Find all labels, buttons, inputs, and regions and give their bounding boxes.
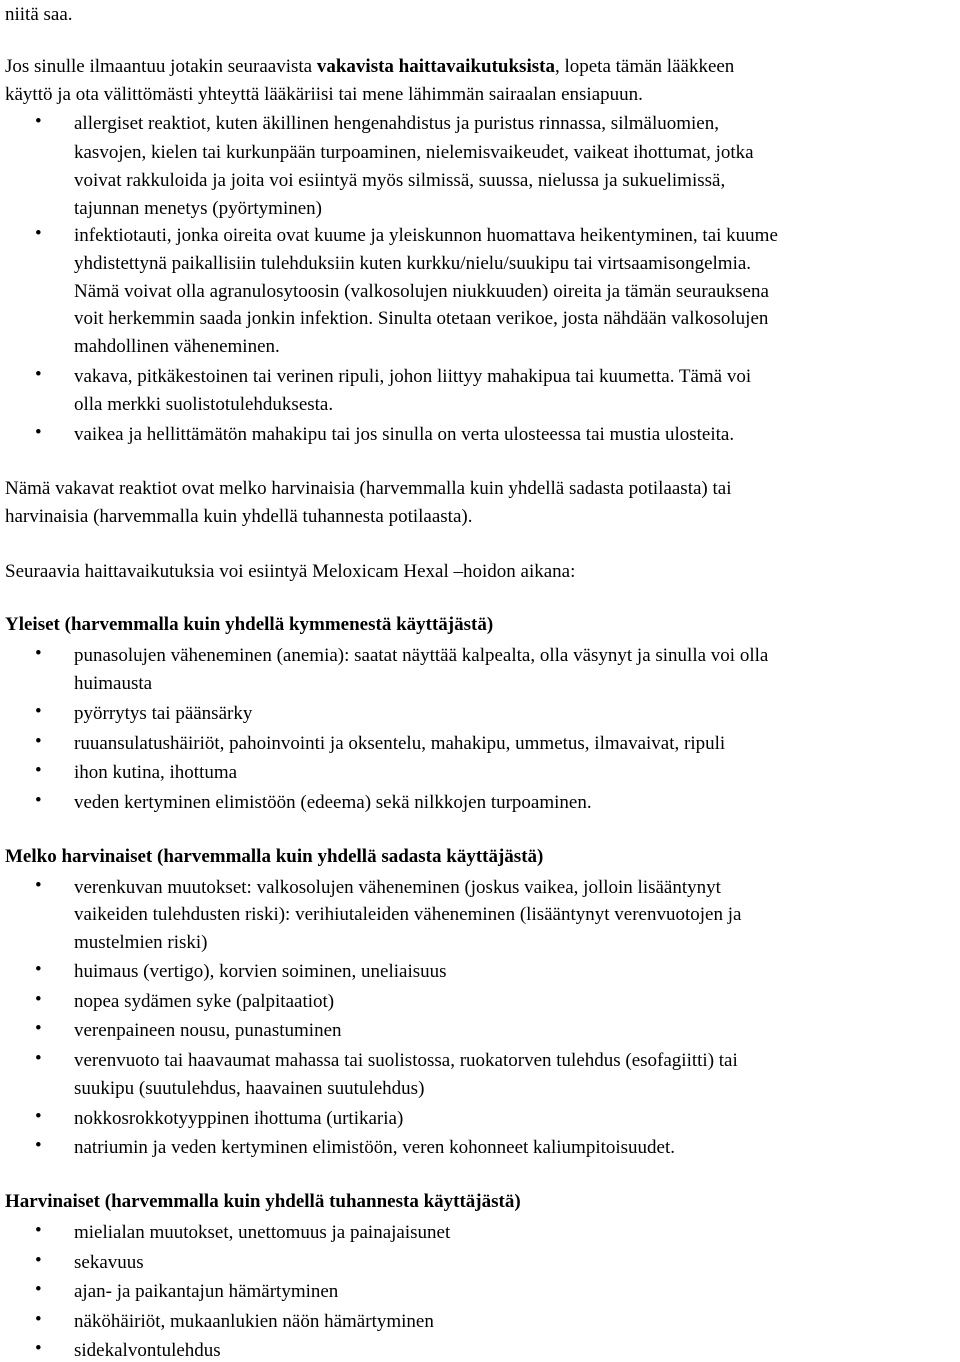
serious-effects-emphasis: vakavista haittavaikutuksista <box>316 56 555 77</box>
list-item-line: näköhäiriöt, mukaanlukien näön hämärtyminen <box>74 1311 434 1332</box>
bullet-icon: • <box>35 1106 42 1127</box>
bullet-icon: • <box>35 643 42 664</box>
bullet-icon: • <box>35 989 42 1010</box>
list-item-line: huimaus (vertigo), korvien soiminen, uneliaisuus <box>74 961 447 982</box>
list-item-line: ihon kutina, ihottuma <box>74 762 238 783</box>
list-item-line: punasolujen väheneminen (anemia): saatat näyttää kalpealta, olla väsynyt ja sinulla voi olla <box>74 645 769 666</box>
list-item-line: ajan- ja paikantajun hämärtyminen <box>74 1281 339 1302</box>
list-item-line: vaikeiden tulehdusten riski): verihiutaleiden väheneminen (lisääntynyt verenvuotojen ja <box>74 904 742 925</box>
bullet-icon: • <box>35 875 42 896</box>
list-item-line: kasvojen, kielen tai kurkunpään turpoaminen, nielemisvaikeudet, vaikeat ihottumat, jotka <box>74 142 754 163</box>
common-heading: Yleiset (harvemmalla kuin yhdellä kymmenestä käyttäjästä) <box>5 614 494 635</box>
bullet-icon: • <box>35 1135 42 1156</box>
bullet-icon: • <box>35 959 42 980</box>
list-item-line: Nämä voivat olla agranulosytoosin (valkosolujen niukkuuden) oireita ja tämän seurauksena <box>74 281 769 302</box>
list-item-line: verenvuoto tai haavaumat mahassa tai suolistossa, ruokatorven tulehdus (esofagiitti) tai <box>74 1050 738 1071</box>
bullet-icon: • <box>35 760 42 781</box>
list-item-line: vakava, pitkäkestoinen tai verinen ripuli, johon liittyy mahakipua tai kuumetta. Tämä voi <box>74 366 752 387</box>
list-item-line: mahdollinen väheneminen. <box>74 336 280 357</box>
bullet-icon: • <box>35 422 42 443</box>
bullet-icon: • <box>35 1279 42 1300</box>
bullet-icon: • <box>35 1338 42 1359</box>
intro-line-1: Jos sinulle ilmaantuu jotakin seuraavista vakavista haittavaikutuksista, lopeta tämän lääkkeen <box>5 56 735 77</box>
list-item-line: sidekalvontulehdus <box>74 1340 221 1361</box>
list-item-line: mustelmien riski) <box>74 932 208 953</box>
list-item-line: voit herkemmin saada jonkin infektion. Sinulta otetaan verikoe, josta nähdään valkosolujen <box>74 308 769 329</box>
bullet-icon: • <box>35 111 42 132</box>
list-item-line: suukipu (suutulehdus, haavainen suutulehdus) <box>74 1078 425 1099</box>
intro-line-0: niitä saa. <box>5 4 73 25</box>
list-item-line: tajunnan menetys (pyörtyminen) <box>74 198 322 219</box>
bullet-icon: • <box>35 1309 42 1330</box>
bullet-icon: • <box>35 701 42 722</box>
list-item-line: veden kertyminen elimistöön (edeema) sekä nilkkojen turpoaminen. <box>74 792 592 813</box>
list-item-line: nopea sydämen syke (palpitaatiot) <box>74 991 335 1012</box>
bullet-icon: • <box>35 731 42 752</box>
bullet-icon: • <box>35 1048 42 1069</box>
bullet-icon: • <box>35 364 42 385</box>
rarity-line-0: Nämä vakavat reaktiot ovat melko harvinaisia (harvemmalla kuin yhdellä sadasta potilaasta) tai <box>5 478 732 499</box>
bullet-icon: • <box>35 1220 42 1241</box>
list-item-line: allergiset reaktiot, kuten äkillinen hengenahdistus ja puristus rinnassa, silmäluomien, <box>74 113 719 134</box>
list-item-line: ruuansulatushäiriöt, pahoinvointi ja oksentelu, mahakipu, ummetus, ilmavaivat, ripuli <box>74 733 726 754</box>
bullet-icon: • <box>35 1250 42 1271</box>
rarity-line-1: harvinaisia (harvemmalla kuin yhdellä tuhannesta potilaasta). <box>5 506 473 527</box>
uncommon-heading: Melko harvinaiset (harvemmalla kuin yhdellä sadasta käyttäjästä) <box>5 846 544 867</box>
list-item-line: sekavuus <box>74 1252 144 1273</box>
list-item-line: verenkuvan muutokset: valkosolujen väheneminen (joskus vaikea, jolloin lisääntynyt <box>74 877 721 898</box>
bullet-icon: • <box>35 790 42 811</box>
list-item-line: yhdistettynä paikallisiin tulehduksiin kuten kurkku/nielu/suukipu tai virtsaamisongelmia. <box>74 253 752 274</box>
list-item-line: olla merkki suolistotulehduksesta. <box>74 394 334 415</box>
following-effects-line: Seuraavia haittavaikutuksia voi esiintyä Meloxicam Hexal –hoidon aikana: <box>5 561 576 582</box>
list-item-line: voivat rakkuloida ja joita voi esiintyä myös silmissä, suussa, nielussa ja sukuelimissä, <box>74 170 726 191</box>
rare-heading: Harvinaiset (harvemmalla kuin yhdellä tuhannesta käyttäjästä) <box>5 1191 521 1212</box>
bullet-icon: • <box>35 223 42 244</box>
list-item-line: natriumin ja veden kertyminen elimistöön, veren kohonneet kaliumpitoisuudet. <box>74 1137 676 1158</box>
intro-line-2: käyttö ja ota välittömästi yhteyttä lääkäriisi tai mene lähimmän sairaalan ensiapuun. <box>5 84 643 105</box>
list-item-line: nokkosrokkotyyppinen ihottuma (urtikaria) <box>74 1108 404 1129</box>
list-item-line: pyörrytys tai päänsärky <box>74 703 253 724</box>
list-item-line: mielialan muutokset, unettomuus ja painajaisunet <box>74 1222 451 1243</box>
list-item-line: vaikea ja hellittämätön mahakipu tai jos sinulla on verta ulosteessa tai mustia ulosteita. <box>74 424 735 445</box>
bullet-icon: • <box>35 1018 42 1039</box>
list-item-line: infektiotauti, jonka oireita ovat kuume ja yleiskunnon huomattava heikentyminen, tai kuume <box>74 225 778 246</box>
list-item-line: verenpaineen nousu, punastuminen <box>74 1020 342 1041</box>
list-item-line: huimausta <box>74 673 153 694</box>
